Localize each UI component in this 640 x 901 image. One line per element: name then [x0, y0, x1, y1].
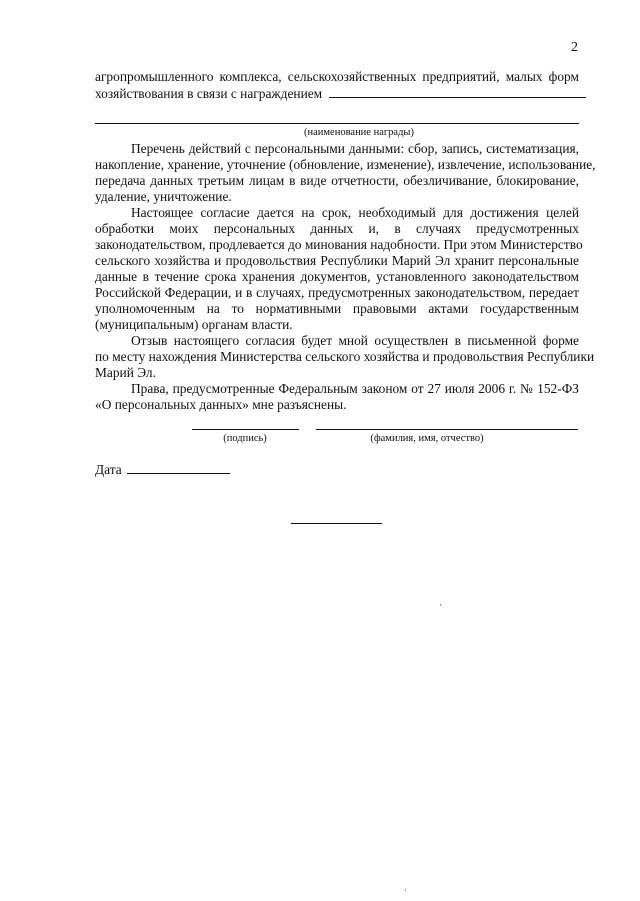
signature-caption: (подпись): [223, 433, 267, 444]
term-line-6: Российской Федерации, и в случаях, предусмотренных законодательством, передает: [95, 285, 579, 300]
revocation-line-2: по месту нахождения Министерства сельского хозяйства и продовольствия Республики: [95, 349, 595, 364]
actions-line-2: накопление, хранение, уточнение (обновление, изменение), извлечение, использование,: [95, 157, 596, 172]
scan-speck: [405, 889, 406, 891]
actions-line-1: Перечень действий с персональными данными: сбор, запись, систематизация,: [131, 141, 579, 156]
actions-line-4: удаление, уничтожение.: [95, 189, 232, 204]
actions-line-3: передача данных третьим лицам в виде отчетности, обезличивание, блокирование,: [95, 173, 579, 188]
scan-speck: [440, 604, 441, 606]
intro-line-1: агропромышленного комплекса, сельскохозяйственных предприятий, малых форм: [95, 69, 579, 84]
award-name-rule: [95, 123, 579, 124]
page-number: 2: [571, 40, 578, 55]
term-line-3: законодательством, продлевается до минования надобности. При этом Министерство: [95, 237, 583, 252]
revocation-line-3: Марий Эл.: [95, 365, 156, 380]
rights-line-2: «О персональных данных» мне разъяснены.: [95, 397, 347, 412]
signature-rule: [192, 429, 299, 430]
full-name-rule: [316, 429, 578, 430]
intro-line-2-text: хозяйствования в связи с награждением: [95, 86, 323, 101]
date-fill-line: [127, 461, 230, 474]
rights-line-1: Права, предусмотренные Федеральным законом от 27 июля 2006 г. № 152-ФЗ: [131, 381, 579, 396]
term-line-2: обработки моих персональных данных и, в случаях предусмотренных: [95, 221, 579, 236]
term-line-8: (муниципальным) органам власти.: [95, 317, 293, 332]
term-line-5: данные в течение срока хранения документов, установленного законодательством: [95, 269, 579, 284]
end-of-document-rule: [291, 523, 382, 524]
award-fill-line: [329, 85, 586, 98]
term-line-7: уполномоченным на то нормативными правовыми актами государственным: [95, 301, 579, 316]
intro-line-2: [95, 85, 579, 102]
term-line-4: сельского хозяйства и продовольствия Республики Марий Эл хранит персональные: [95, 253, 579, 268]
date-label: Дата: [95, 462, 122, 477]
date-row: [95, 461, 230, 478]
full-name-caption: (фамилия, имя, отчество): [370, 433, 484, 444]
award-caption: (наименование награды): [304, 127, 414, 138]
term-line-1: Настоящее согласие дается на срок, необходимый для достижения целей: [131, 205, 579, 220]
revocation-line-1: Отзыв настоящего согласия будет мной осуществлен в письменной форме: [131, 333, 579, 348]
